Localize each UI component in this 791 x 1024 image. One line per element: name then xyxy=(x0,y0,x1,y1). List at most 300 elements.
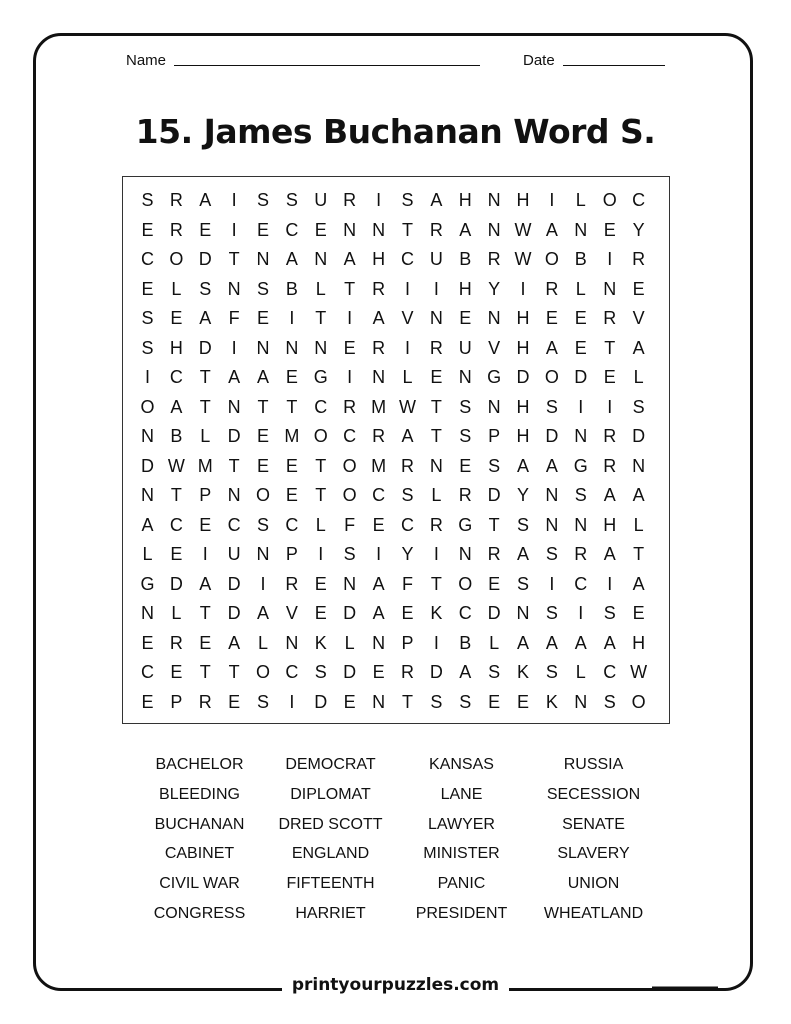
date-line[interactable] xyxy=(563,64,665,66)
grid-cell[interactable]: E xyxy=(603,219,616,240)
grid-cell[interactable]: L xyxy=(258,632,269,653)
grid-cell[interactable]: R xyxy=(545,278,559,299)
grid-cell[interactable]: C xyxy=(285,514,299,535)
grid-cell[interactable]: N xyxy=(140,603,154,624)
grid-cell[interactable]: N xyxy=(314,337,328,358)
grid-cell[interactable]: N xyxy=(545,514,559,535)
grid-cell[interactable]: N xyxy=(285,337,299,358)
grid-cell[interactable]: N xyxy=(429,308,443,329)
grid-cell[interactable]: Y xyxy=(488,278,501,299)
grid-cell[interactable]: E xyxy=(285,455,298,476)
grid-cell[interactable]: T xyxy=(315,308,327,329)
grid-cell[interactable]: P xyxy=(401,632,414,653)
grid-cell[interactable]: N xyxy=(227,485,241,506)
grid-cell[interactable]: I xyxy=(433,544,439,565)
grid-cell[interactable]: N xyxy=(574,219,588,240)
grid-cell[interactable]: E xyxy=(517,691,530,712)
grid-cell[interactable]: R xyxy=(169,632,183,653)
grid-cell[interactable]: P xyxy=(285,544,298,565)
grid-cell[interactable]: N xyxy=(516,603,530,624)
grid-cell[interactable]: D xyxy=(545,426,559,447)
grid-cell[interactable]: E xyxy=(343,691,356,712)
grid-cell[interactable]: R xyxy=(169,190,183,211)
grid-cell[interactable]: O xyxy=(544,249,559,270)
grid-cell[interactable]: A xyxy=(545,337,558,358)
grid-cell[interactable]: K xyxy=(517,662,530,683)
grid-cell[interactable]: E xyxy=(141,278,154,299)
grid-cell[interactable]: D xyxy=(227,603,241,624)
grid-cell[interactable]: S xyxy=(545,396,558,417)
grid-cell[interactable]: O xyxy=(602,190,617,211)
grid-cell[interactable]: T xyxy=(228,662,240,683)
grid-cell[interactable]: T xyxy=(199,367,211,388)
grid-cell[interactable]: O xyxy=(169,249,184,270)
grid-cell[interactable]: L xyxy=(200,426,211,447)
grid-cell[interactable]: I xyxy=(549,190,555,211)
grid-cell[interactable]: C xyxy=(140,249,154,270)
grid-cell[interactable]: T xyxy=(488,514,500,535)
grid-cell[interactable]: I xyxy=(376,544,382,565)
grid-cell[interactable]: H xyxy=(516,190,530,211)
grid-cell[interactable]: D xyxy=(516,367,530,388)
grid-cell[interactable]: I xyxy=(289,691,295,712)
grid-cell[interactable]: E xyxy=(488,691,501,712)
grid-cell[interactable]: O xyxy=(544,367,559,388)
grid-cell[interactable]: R xyxy=(372,278,386,299)
grid-cell[interactable]: G xyxy=(313,367,328,388)
grid-cell[interactable]: L xyxy=(344,632,355,653)
grid-cell[interactable]: R xyxy=(574,544,588,565)
grid-cell[interactable]: E xyxy=(285,367,298,388)
grid-cell[interactable]: B xyxy=(574,249,587,270)
grid-cell[interactable]: T xyxy=(199,662,211,683)
grid-cell[interactable]: G xyxy=(573,455,588,476)
grid-cell[interactable]: A xyxy=(603,485,616,506)
grid-cell[interactable]: R xyxy=(487,544,501,565)
grid-cell[interactable]: C xyxy=(227,514,241,535)
grid-cell[interactable]: H xyxy=(516,396,530,417)
grid-cell[interactable]: E xyxy=(574,337,587,358)
grid-cell[interactable]: E xyxy=(170,544,183,565)
grid-cell[interactable]: G xyxy=(458,514,473,535)
grid-cell[interactable]: R xyxy=(603,455,617,476)
grid-cell[interactable]: T xyxy=(199,603,211,624)
grid-cell[interactable]: R xyxy=(487,249,501,270)
grid-cell[interactable]: A xyxy=(459,662,472,683)
grid-cell[interactable]: S xyxy=(141,337,154,358)
grid-cell[interactable]: S xyxy=(517,514,530,535)
grid-cell[interactable]: G xyxy=(487,367,502,388)
grid-cell[interactable]: I xyxy=(231,190,237,211)
grid-cell[interactable]: C xyxy=(169,514,183,535)
grid-cell[interactable]: D xyxy=(574,367,588,388)
grid-cell[interactable]: I xyxy=(607,249,613,270)
grid-cell[interactable]: K xyxy=(545,691,558,712)
grid-cell[interactable]: I xyxy=(433,632,439,653)
grid-cell[interactable]: O xyxy=(458,573,473,594)
grid-cell[interactable]: E xyxy=(257,308,270,329)
grid-cell[interactable]: C xyxy=(400,514,414,535)
grid-cell[interactable]: E xyxy=(199,632,212,653)
grid-cell[interactable]: L xyxy=(142,544,153,565)
grid-cell[interactable]: T xyxy=(430,426,442,447)
grid-cell[interactable]: L xyxy=(315,278,326,299)
grid-cell[interactable]: N xyxy=(343,573,357,594)
grid-cell[interactable]: Y xyxy=(632,219,645,240)
grid-cell[interactable]: T xyxy=(315,485,327,506)
grid-cell[interactable]: L xyxy=(633,514,644,535)
grid-cell[interactable]: N xyxy=(227,396,241,417)
grid-cell[interactable]: D xyxy=(140,455,154,476)
grid-cell[interactable]: D xyxy=(343,603,357,624)
grid-cell[interactable]: S xyxy=(632,396,645,417)
grid-cell[interactable]: S xyxy=(459,691,472,712)
grid-cell[interactable]: S xyxy=(574,485,587,506)
grid-cell[interactable]: A xyxy=(632,485,645,506)
grid-cell[interactable]: C xyxy=(169,367,183,388)
grid-cell[interactable]: A xyxy=(257,367,270,388)
grid-cell[interactable]: S xyxy=(257,278,270,299)
grid-cell[interactable]: N xyxy=(458,544,472,565)
grid-cell[interactable]: E xyxy=(343,337,356,358)
grid-cell[interactable]: D xyxy=(343,662,357,683)
grid-cell[interactable]: N xyxy=(227,278,241,299)
grid-cell[interactable]: R xyxy=(458,485,472,506)
grid-cell[interactable]: L xyxy=(171,278,182,299)
grid-cell[interactable]: R xyxy=(343,396,357,417)
grid-cell[interactable]: N xyxy=(574,426,588,447)
grid-cell[interactable]: K xyxy=(430,603,443,624)
grid-cell[interactable]: I xyxy=(578,396,584,417)
grid-cell[interactable]: E xyxy=(141,219,154,240)
grid-cell[interactable]: D xyxy=(169,573,183,594)
grid-cell[interactable]: W xyxy=(398,396,416,417)
grid-cell[interactable]: T xyxy=(228,249,240,270)
grid-cell[interactable]: T xyxy=(344,278,356,299)
grid-cell[interactable]: W xyxy=(630,662,648,683)
grid-cell[interactable]: M xyxy=(284,426,300,447)
grid-cell[interactable]: N xyxy=(343,219,357,240)
grid-cell[interactable]: E xyxy=(170,308,183,329)
grid-cell[interactable]: H xyxy=(632,632,646,653)
grid-cell[interactable]: A xyxy=(372,308,385,329)
grid-cell[interactable]: S xyxy=(141,190,154,211)
grid-cell[interactable]: L xyxy=(575,662,586,683)
grid-cell[interactable]: R xyxy=(372,426,386,447)
grid-cell[interactable]: L xyxy=(489,632,500,653)
grid-cell[interactable]: E xyxy=(314,603,327,624)
grid-cell[interactable]: E xyxy=(228,691,241,712)
grid-cell[interactable]: A xyxy=(574,632,587,653)
grid-cell[interactable]: A xyxy=(632,337,645,358)
grid-cell[interactable]: E xyxy=(170,662,183,683)
grid-cell[interactable]: U xyxy=(429,249,443,270)
grid-cell[interactable]: T xyxy=(604,337,616,358)
grid-cell[interactable]: M xyxy=(371,455,387,476)
grid-cell[interactable]: U xyxy=(314,190,328,211)
grid-cell[interactable]: I xyxy=(433,278,439,299)
grid-cell[interactable]: E xyxy=(141,691,154,712)
grid-cell[interactable]: E xyxy=(459,455,472,476)
grid-cell[interactable]: S xyxy=(459,426,472,447)
grid-cell[interactable]: E xyxy=(314,219,327,240)
grid-cell[interactable]: A xyxy=(199,573,212,594)
grid-cell[interactable]: N xyxy=(429,455,443,476)
grid-cell[interactable]: D xyxy=(227,573,241,594)
grid-cell[interactable]: U xyxy=(458,337,472,358)
grid-cell[interactable]: A xyxy=(257,603,270,624)
grid-cell[interactable]: L xyxy=(633,367,644,388)
grid-cell[interactable]: T xyxy=(401,219,413,240)
grid-cell[interactable]: D xyxy=(227,426,241,447)
name-line[interactable] xyxy=(174,64,480,66)
grid-cell[interactable]: R xyxy=(372,337,386,358)
grid-cell[interactable]: N xyxy=(140,426,154,447)
name-field[interactable] xyxy=(126,52,480,69)
grid-cell[interactable]: O xyxy=(140,396,155,417)
grid-cell[interactable]: A xyxy=(228,632,241,653)
grid-cell[interactable]: T xyxy=(286,396,298,417)
grid-cell[interactable]: H xyxy=(372,249,386,270)
grid-cell[interactable]: S xyxy=(285,190,298,211)
grid-cell[interactable]: A xyxy=(170,396,183,417)
grid-cell[interactable]: I xyxy=(144,367,150,388)
grid-cell[interactable]: E xyxy=(199,514,212,535)
grid-cell[interactable]: R xyxy=(343,190,357,211)
grid-cell[interactable]: E xyxy=(199,219,212,240)
grid-cell[interactable]: S xyxy=(199,278,212,299)
grid-cell[interactable]: S xyxy=(517,573,530,594)
grid-cell[interactable]: A xyxy=(401,426,414,447)
grid-cell[interactable]: B xyxy=(459,632,472,653)
grid-cell[interactable]: F xyxy=(228,308,240,329)
grid-cell[interactable]: T xyxy=(430,396,442,417)
grid-cell[interactable]: N xyxy=(372,367,386,388)
grid-cell[interactable]: H xyxy=(458,190,472,211)
grid-cell[interactable]: A xyxy=(199,190,212,211)
grid-cell[interactable]: N xyxy=(574,691,588,712)
grid-cell[interactable]: A xyxy=(517,632,530,653)
grid-cell[interactable]: T xyxy=(633,544,645,565)
grid-cell[interactable]: I xyxy=(347,308,353,329)
grid-cell[interactable]: E xyxy=(632,603,645,624)
grid-cell[interactable]: E xyxy=(603,367,616,388)
grid-cell[interactable]: A xyxy=(603,632,616,653)
grid-cell[interactable]: T xyxy=(257,396,269,417)
grid-cell[interactable]: S xyxy=(545,603,558,624)
grid-cell[interactable]: L xyxy=(575,278,586,299)
grid-cell[interactable]: S xyxy=(545,662,558,683)
grid-cell[interactable]: E xyxy=(574,308,587,329)
grid-cell[interactable]: E xyxy=(430,367,443,388)
grid-cell[interactable]: D xyxy=(198,337,212,358)
grid-cell[interactable]: N xyxy=(256,249,270,270)
grid-cell[interactable]: L xyxy=(575,190,586,211)
grid-cell[interactable]: I xyxy=(231,337,237,358)
grid-cell[interactable]: E xyxy=(372,514,385,535)
grid-cell[interactable]: P xyxy=(199,485,212,506)
grid-cell[interactable]: D xyxy=(314,691,328,712)
grid-cell[interactable]: N xyxy=(285,632,299,653)
grid-cell[interactable]: E xyxy=(488,573,501,594)
grid-cell[interactable]: I xyxy=(520,278,526,299)
grid-cell[interactable]: S xyxy=(314,662,327,683)
grid-cell[interactable]: S xyxy=(257,514,270,535)
grid-cell[interactable]: S xyxy=(430,691,443,712)
grid-cell[interactable]: T xyxy=(228,455,240,476)
grid-cell[interactable]: D xyxy=(632,426,646,447)
grid-cell[interactable]: H xyxy=(458,278,472,299)
grid-cell[interactable]: R xyxy=(603,426,617,447)
grid-cell[interactable]: P xyxy=(170,691,183,712)
grid-cell[interactable]: V xyxy=(401,308,414,329)
grid-cell[interactable]: N xyxy=(487,190,501,211)
grid-cell[interactable]: H xyxy=(516,426,530,447)
grid-cell[interactable]: C xyxy=(285,219,299,240)
grid-cell[interactable]: U xyxy=(227,544,241,565)
grid-cell[interactable]: C xyxy=(343,426,357,447)
grid-cell[interactable]: S xyxy=(401,485,414,506)
grid-cell[interactable]: F xyxy=(344,514,356,535)
grid-cell[interactable]: T xyxy=(170,485,182,506)
grid-cell[interactable]: C xyxy=(372,485,386,506)
grid-cell[interactable]: E xyxy=(141,632,154,653)
grid-cell[interactable]: A xyxy=(285,249,298,270)
grid-cell[interactable]: N xyxy=(372,691,386,712)
grid-cell[interactable]: A xyxy=(545,455,558,476)
grid-cell[interactable]: I xyxy=(607,396,613,417)
grid-cell[interactable]: D xyxy=(429,662,443,683)
grid-cell[interactable]: A xyxy=(517,455,530,476)
grid-cell[interactable]: I xyxy=(231,219,237,240)
grid-cell[interactable]: D xyxy=(198,249,212,270)
grid-cell[interactable]: E xyxy=(459,308,472,329)
grid-cell[interactable]: E xyxy=(257,426,270,447)
grid-cell[interactable]: N xyxy=(545,485,559,506)
grid-cell[interactable]: W xyxy=(167,455,185,476)
grid-cell[interactable]: S xyxy=(141,308,154,329)
grid-cell[interactable]: R xyxy=(429,337,443,358)
grid-cell[interactable]: A xyxy=(199,308,212,329)
grid-cell[interactable]: S xyxy=(545,544,558,565)
grid-cell[interactable]: O xyxy=(631,691,646,712)
grid-cell[interactable]: N xyxy=(372,219,386,240)
footer-site[interactable]: printyourpuzzles.com xyxy=(282,975,509,995)
grid-cell[interactable]: I xyxy=(289,308,295,329)
grid-cell[interactable]: E xyxy=(314,573,327,594)
grid-cell[interactable]: B xyxy=(285,278,298,299)
grid-cell[interactable]: C xyxy=(140,662,154,683)
grid-cell[interactable]: S xyxy=(401,190,414,211)
grid-cell[interactable]: M xyxy=(371,396,387,417)
grid-cell[interactable]: I xyxy=(318,544,324,565)
grid-cell[interactable]: L xyxy=(315,514,326,535)
grid-cell[interactable]: R xyxy=(285,573,299,594)
grid-cell[interactable]: S xyxy=(488,662,501,683)
grid-cell[interactable]: O xyxy=(256,662,271,683)
grid-cell[interactable]: E xyxy=(401,603,414,624)
grid-cell[interactable]: C xyxy=(603,662,617,683)
grid-cell[interactable]: N xyxy=(487,308,501,329)
grid-cell[interactable]: A xyxy=(632,573,645,594)
grid-cell[interactable]: C xyxy=(285,662,299,683)
grid-cell[interactable]: L xyxy=(402,367,413,388)
grid-cell[interactable]: N xyxy=(372,632,386,653)
grid-cell[interactable]: I xyxy=(202,544,208,565)
grid-cell[interactable]: A xyxy=(372,573,385,594)
grid-cell[interactable]: V xyxy=(285,603,298,624)
grid-cell[interactable]: R xyxy=(400,662,414,683)
grid-cell[interactable]: M xyxy=(197,455,213,476)
grid-cell[interactable]: O xyxy=(342,455,357,476)
grid-cell[interactable]: R xyxy=(429,514,443,535)
grid-cell[interactable]: H xyxy=(516,337,530,358)
grid-cell[interactable]: R xyxy=(603,308,617,329)
grid-cell[interactable]: Y xyxy=(401,544,414,565)
grid-cell[interactable]: C xyxy=(574,573,588,594)
grid-cell[interactable]: N xyxy=(256,337,270,358)
grid-cell[interactable]: A xyxy=(141,514,154,535)
grid-cell[interactable]: T xyxy=(315,455,327,476)
grid-cell[interactable]: S xyxy=(459,396,472,417)
grid-cell[interactable]: B xyxy=(170,426,183,447)
grid-cell[interactable]: C xyxy=(632,190,646,211)
grid-cell[interactable]: C xyxy=(314,396,328,417)
grid-cell[interactable]: A xyxy=(430,190,443,211)
grid-cell[interactable]: E xyxy=(632,278,645,299)
grid-cell[interactable]: A xyxy=(228,367,241,388)
grid-cell[interactable]: A xyxy=(343,249,356,270)
grid-cell[interactable]: G xyxy=(140,573,155,594)
grid-cell[interactable]: D xyxy=(487,603,501,624)
grid-cell[interactable]: S xyxy=(603,603,616,624)
grid-cell[interactable]: R xyxy=(632,249,646,270)
grid-cell[interactable]: N xyxy=(458,367,472,388)
grid-cell[interactable]: N xyxy=(487,219,501,240)
date-field[interactable] xyxy=(523,52,665,69)
grid-cell[interactable]: R xyxy=(400,455,414,476)
grid-cell[interactable]: S xyxy=(257,190,270,211)
grid-cell[interactable]: N xyxy=(603,278,617,299)
grid-cell[interactable]: A xyxy=(545,219,558,240)
grid-cell[interactable]: I xyxy=(376,190,382,211)
grid-cell[interactable]: C xyxy=(400,249,414,270)
grid-cell[interactable]: L xyxy=(171,603,182,624)
grid-cell[interactable]: E xyxy=(372,662,385,683)
grid-cell[interactable]: A xyxy=(459,219,472,240)
grid-cell[interactable]: C xyxy=(458,603,472,624)
grid-cell[interactable]: N xyxy=(632,455,646,476)
grid-cell[interactable]: T xyxy=(401,691,413,712)
grid-cell[interactable]: R xyxy=(198,691,212,712)
grid-cell[interactable]: R xyxy=(169,219,183,240)
grid-cell[interactable]: W xyxy=(514,219,532,240)
grid-cell[interactable]: S xyxy=(257,691,270,712)
grid-cell[interactable]: P xyxy=(488,426,501,447)
grid-cell[interactable]: A xyxy=(603,544,616,565)
grid-cell[interactable]: O xyxy=(342,485,357,506)
grid-cell[interactable]: S xyxy=(488,455,501,476)
grid-cell[interactable]: I xyxy=(347,367,353,388)
grid-cell[interactable]: V xyxy=(632,308,645,329)
grid-cell[interactable]: W xyxy=(514,249,532,270)
grid-cell[interactable]: N xyxy=(140,485,154,506)
grid-cell[interactable]: A xyxy=(545,632,558,653)
grid-cell[interactable]: T xyxy=(199,396,211,417)
grid-cell[interactable]: H xyxy=(603,514,617,535)
grid-cell[interactable]: H xyxy=(169,337,183,358)
grid-cell[interactable]: I xyxy=(404,337,410,358)
